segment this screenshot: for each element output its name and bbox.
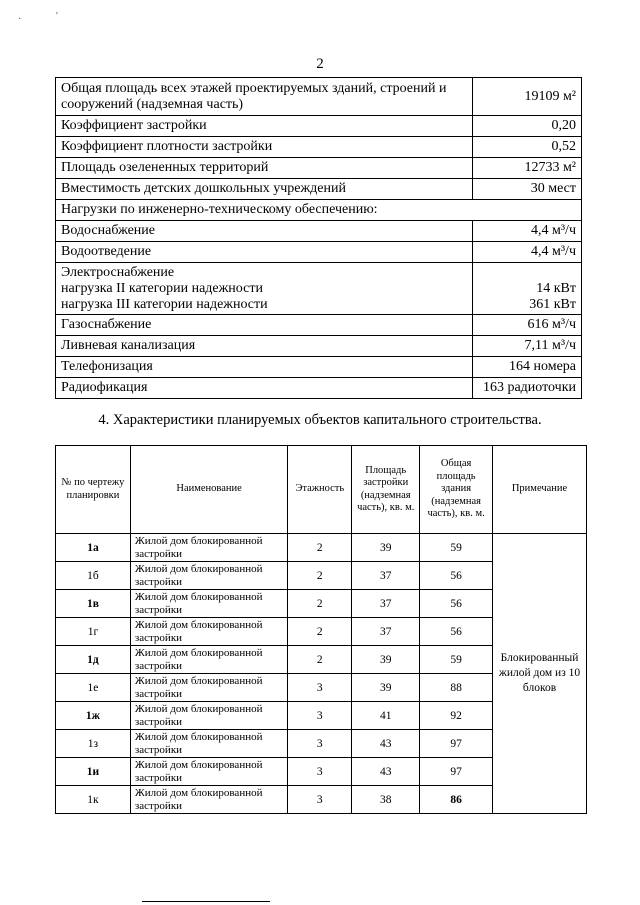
cell-area: 43	[352, 730, 420, 758]
table-row	[56, 158, 582, 179]
cell-name: Жилой дом блокированной застройки	[130, 786, 287, 814]
row-value: 0,52	[473, 137, 582, 158]
table-row	[56, 78, 582, 116]
cell-floors: 2	[288, 618, 352, 646]
row-value: 12733 м²	[473, 158, 582, 179]
row-value: 19109 м²	[473, 78, 582, 116]
row-label: Нагрузки по инженерно-техническому обеспечению:	[56, 200, 582, 221]
cell-num: 1е	[56, 674, 131, 702]
row-value: 0,20	[473, 116, 582, 137]
cell-num: 1г	[56, 618, 131, 646]
cell-total: 56	[420, 590, 493, 618]
cell-total: 97	[420, 730, 493, 758]
cell-name: Жилой дом блокированной застройки	[130, 702, 287, 730]
row-value: 164 номера	[473, 357, 582, 378]
cell-name: Жилой дом блокированной застройки	[130, 730, 287, 758]
row-label: Площадь озелененных территорий	[56, 158, 473, 179]
row-label: Общая площадь всех этажей проектируемых зданий, строений и сооружений (надземная часть)	[56, 78, 473, 116]
cell-total: 97	[420, 758, 493, 786]
row-value: 4,4 м³/ч	[473, 242, 582, 263]
cell-num: 1з	[56, 730, 131, 758]
header-note: Примечание	[493, 446, 587, 534]
table-row	[56, 315, 582, 336]
cell-total: 86	[420, 786, 493, 814]
table-row	[56, 137, 582, 158]
footnote-divider	[142, 901, 270, 902]
cell-num: 1и	[56, 758, 131, 786]
header-name: Наименование	[130, 446, 287, 534]
row-label: Водоснабжение	[56, 221, 473, 242]
table-row	[56, 357, 582, 378]
cell-note: Блокированный жилой дом из 10 блоков	[493, 534, 587, 814]
cell-total: 92	[420, 702, 493, 730]
cell-total: 56	[420, 562, 493, 590]
table-row	[56, 221, 582, 242]
parameters-table	[55, 77, 582, 399]
row-value: 14 кВт 361 кВт	[473, 263, 582, 315]
cell-area: 37	[352, 562, 420, 590]
table-row	[56, 534, 587, 562]
scan-mark-right: '	[56, 11, 58, 22]
table-row	[56, 378, 582, 399]
header-floors: Этажность	[288, 446, 352, 534]
cell-name: Жилой дом блокированной застройки	[130, 562, 287, 590]
row-label: Водоотведение	[56, 242, 473, 263]
row-label: Ливневая канализация	[56, 336, 473, 357]
cell-floors: 3	[288, 674, 352, 702]
header-num: № по чертежу планировки	[56, 446, 131, 534]
cell-name: Жилой дом блокированной застройки	[130, 646, 287, 674]
cell-floors: 2	[288, 590, 352, 618]
row-value: 7,11 м³/ч	[473, 336, 582, 357]
cell-area: 37	[352, 618, 420, 646]
cell-area: 41	[352, 702, 420, 730]
cell-total: 88	[420, 674, 493, 702]
cell-total: 59	[420, 646, 493, 674]
row-label: Газоснабжение	[56, 315, 473, 336]
row-value: 4,4 м³/ч	[473, 221, 582, 242]
row-label: Коэффициент плотности застройки	[56, 137, 473, 158]
cell-name: Жилой дом блокированной застройки	[130, 758, 287, 786]
cell-num: 1д	[56, 646, 131, 674]
row-label: Коэффициент застройки	[56, 116, 473, 137]
table-row	[56, 336, 582, 357]
header-area: Площадь застройки (надземная часть), кв. м.	[352, 446, 420, 534]
section-title: 4. Характеристики планируемых объектов капитального строительства.	[98, 412, 542, 428]
cell-name: Жилой дом блокированной застройки	[130, 674, 287, 702]
cell-name: Жилой дом блокированной застройки	[130, 618, 287, 646]
cell-floors: 3	[288, 702, 352, 730]
cell-name: Жилой дом блокированной застройки	[130, 534, 287, 562]
row-value: 616 м³/ч	[473, 315, 582, 336]
header-total: Общая площадь здания (надземная часть), кв. м.	[420, 446, 493, 534]
cell-total: 56	[420, 618, 493, 646]
scan-mark-left: ·	[18, 14, 22, 25]
objects-table	[55, 445, 587, 814]
cell-total: 59	[420, 534, 493, 562]
cell-area: 39	[352, 646, 420, 674]
table-row	[56, 200, 582, 221]
row-label: Телефонизация	[56, 357, 473, 378]
cell-num: 1б	[56, 562, 131, 590]
table-row	[56, 116, 582, 137]
row-label: Радиофикация	[56, 378, 473, 399]
cell-num: 1ж	[56, 702, 131, 730]
cell-area: 43	[352, 758, 420, 786]
cell-floors: 3	[288, 730, 352, 758]
row-value: 163 радиоточки	[473, 378, 582, 399]
cell-area: 38	[352, 786, 420, 814]
cell-area: 39	[352, 534, 420, 562]
row-value: 30 мест	[473, 179, 582, 200]
page-number: 2	[316, 56, 324, 72]
cell-floors: 2	[288, 646, 352, 674]
cell-num: 1а	[56, 534, 131, 562]
cell-num: 1к	[56, 786, 131, 814]
cell-floors: 3	[288, 786, 352, 814]
cell-area: 39	[352, 674, 420, 702]
cell-floors: 2	[288, 562, 352, 590]
cell-floors: 2	[288, 534, 352, 562]
row-label: Электроснабжение нагрузка II категории надежности нагрузка III категории надежности	[56, 263, 473, 315]
cell-floors: 3	[288, 758, 352, 786]
cell-name: Жилой дом блокированной застройки	[130, 590, 287, 618]
table-row	[56, 242, 582, 263]
table-row	[56, 263, 582, 315]
row-label: Вместимость детских дошкольных учреждений	[56, 179, 473, 200]
table-row	[56, 179, 582, 200]
table-header-row	[56, 446, 587, 534]
cell-area: 37	[352, 590, 420, 618]
cell-num: 1в	[56, 590, 131, 618]
